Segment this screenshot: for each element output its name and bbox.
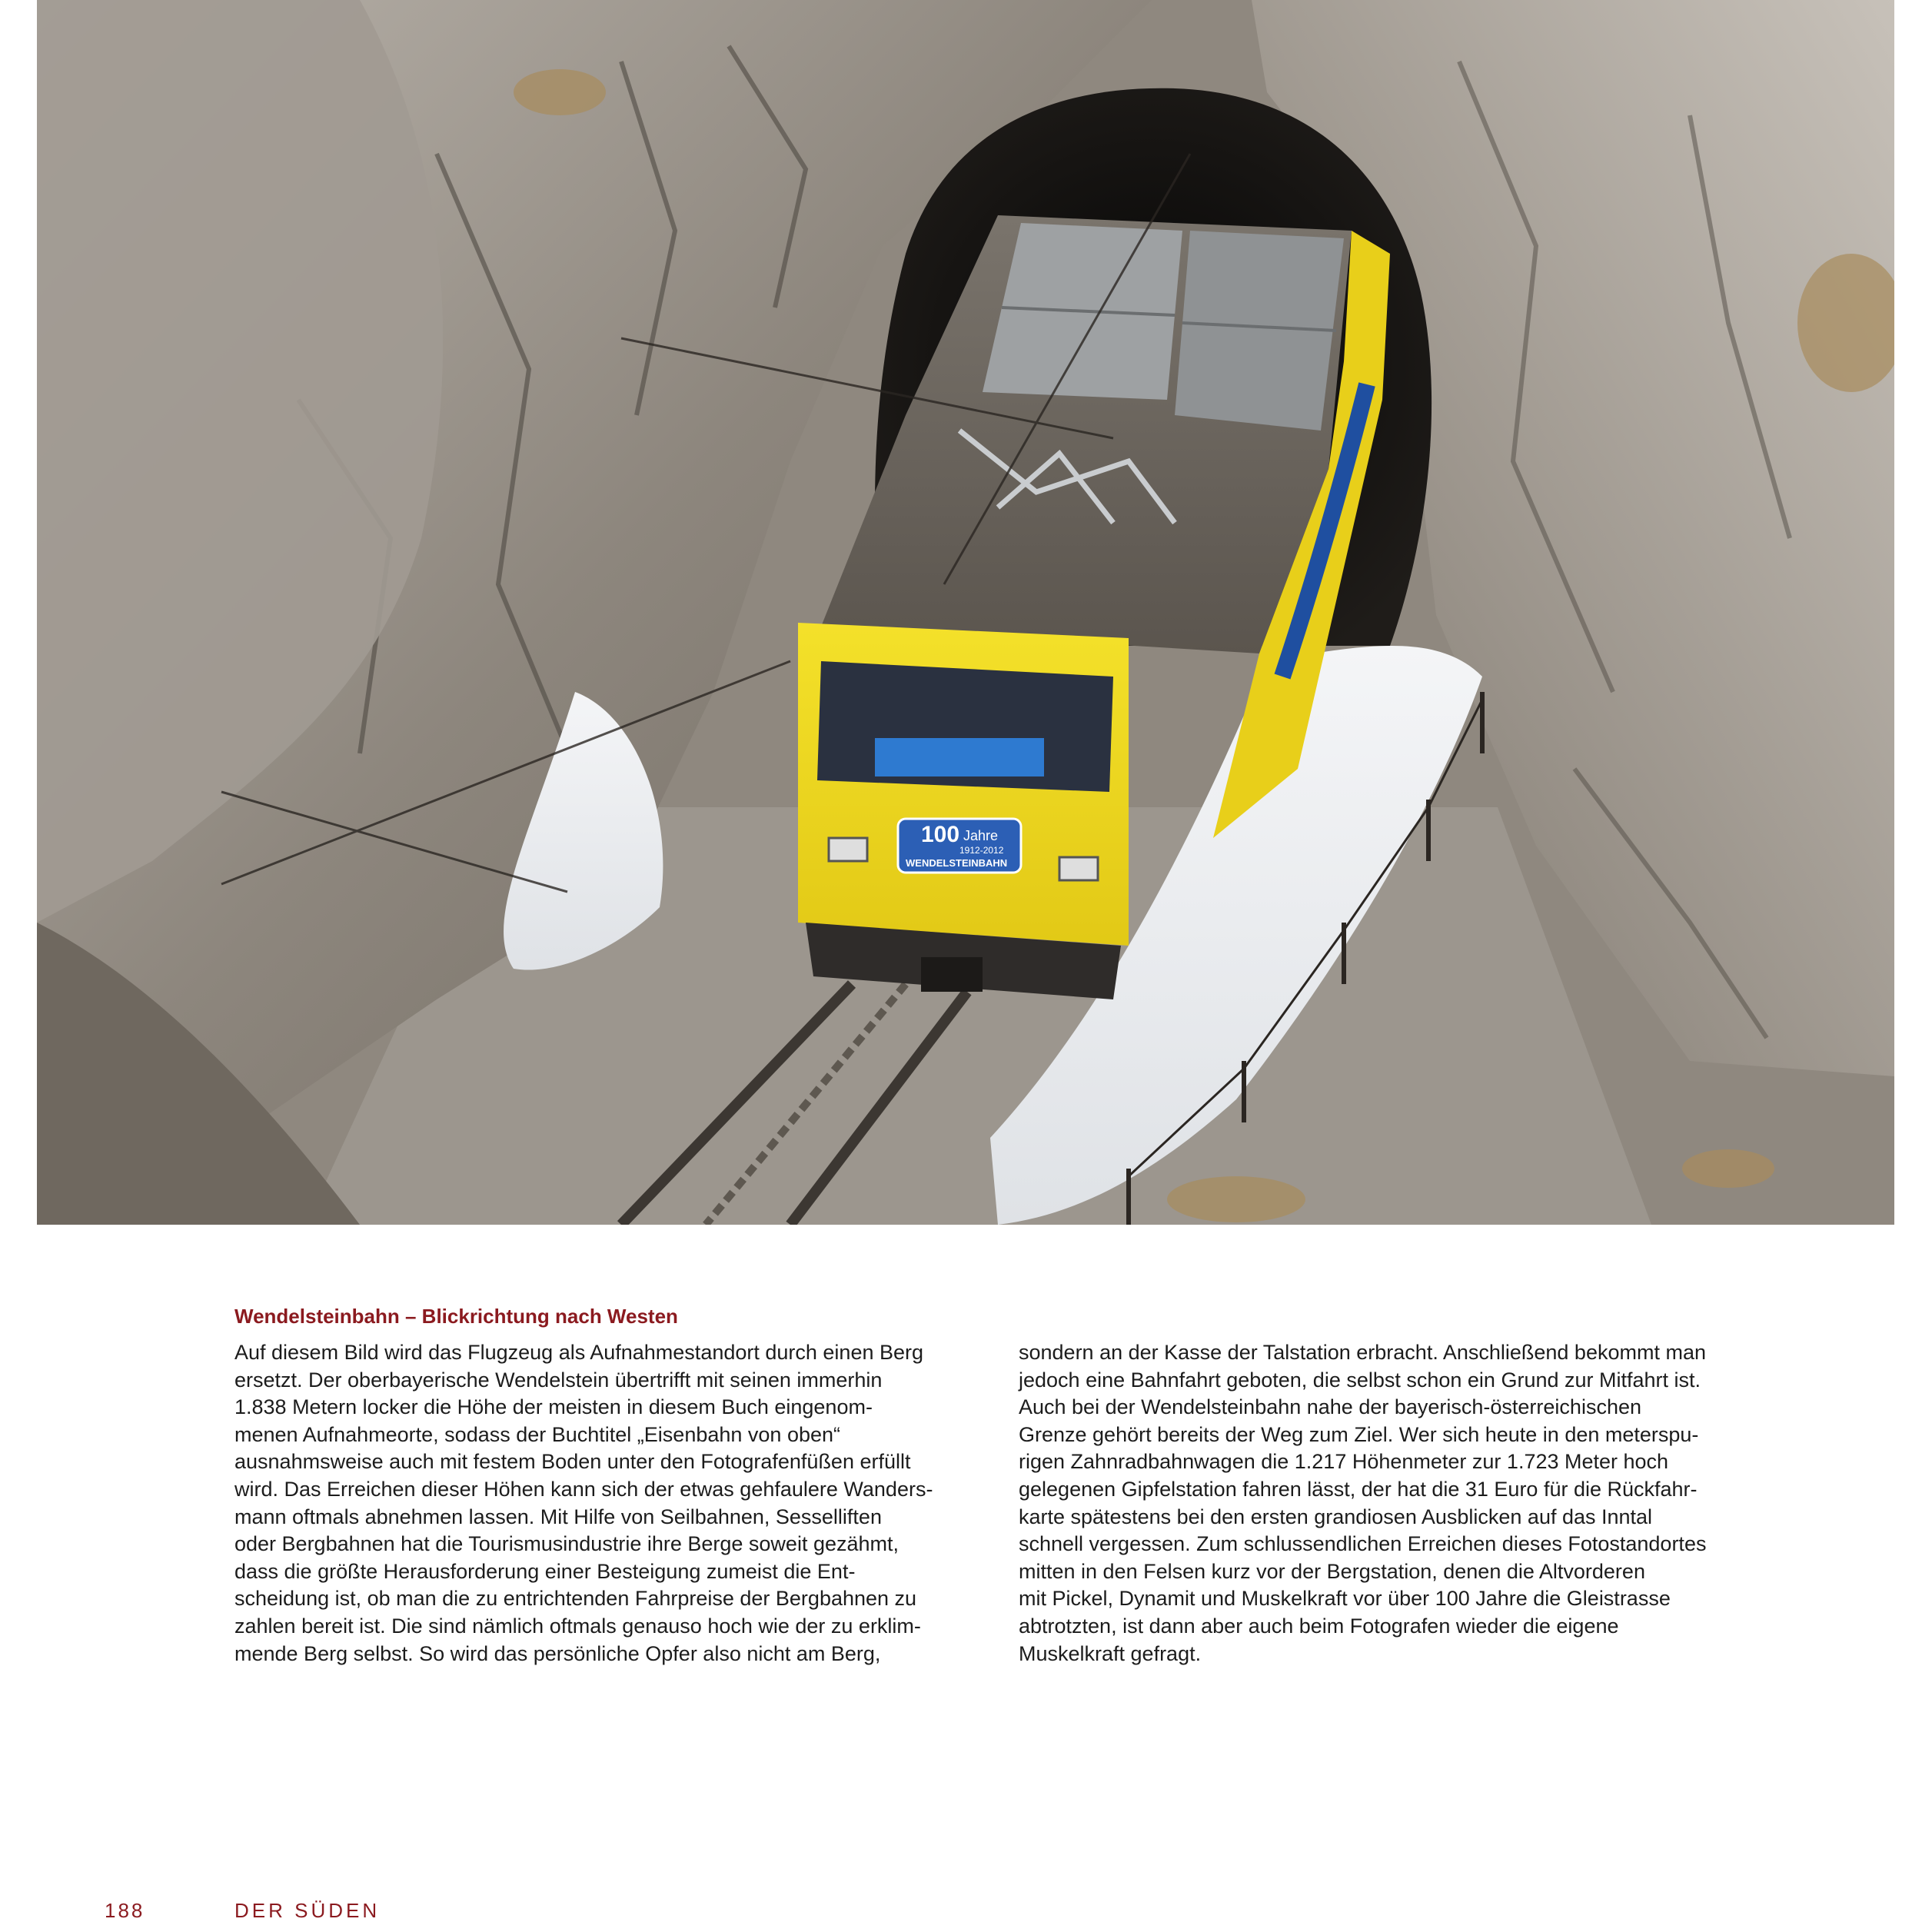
- text-line: Muskelkraft gefragt.: [1019, 1641, 1202, 1665]
- text-line: dass die größte Herausforderung einer Besteigung zumeist die Ent-: [234, 1559, 856, 1583]
- section-title: DER SÜDEN: [234, 1899, 381, 1922]
- train-photo: [37, 0, 1894, 1225]
- photo-illustration: [37, 0, 1894, 1225]
- text-line: abtrotzten, ist dann aber auch beim Fotografen wieder die eigene: [1019, 1614, 1619, 1638]
- anniversary-badge: [898, 819, 1021, 873]
- text-line: Auch bei der Wendelsteinbahn nahe der bayerisch-österreichischen: [1019, 1395, 1641, 1419]
- caption-column-right: [1019, 1339, 1749, 1668]
- caption-title: Wendelsteinbahn – Blickrichtung nach Westen: [234, 1305, 678, 1328]
- text-line: rigen Zahnradbahnwagen die 1.217 Höhenmeter zur 1.723 Meter hoch: [1019, 1450, 1669, 1474]
- text-line: mann oftmals abnehmen lassen. Mit Hilfe von Seilbahnen, Sesselliften: [234, 1505, 882, 1528]
- text-line: mit Pickel, Dynamit und Muskelkraft vor über 100 Jahre die Gleistrasse: [1019, 1587, 1671, 1611]
- text-line: Grenze gehört bereits der Weg zum Ziel. Wer sich heute in den meterspu-: [1019, 1422, 1699, 1446]
- text-line: scheidung ist, ob man die zu entrichtenden Fahrpreise der Bergbahnen zu: [234, 1587, 917, 1611]
- text-line: sondern an der Kasse der Talstation erbracht. Anschließend bekommt man: [1019, 1341, 1706, 1364]
- text-line: gelegenen Gipfelstation fahren lässt, der hat die 31 Euro für die Rückfahr-: [1019, 1477, 1698, 1501]
- text-line: Auf diesem Bild wird das Flugzeug als Aufnahmestandort durch einen Berg: [234, 1341, 924, 1364]
- badge-number: 100: [921, 822, 960, 847]
- text-line: zahlen bereit ist. Die sind nämlich oftmals genauso hoch wie der zu erklim-: [234, 1614, 921, 1638]
- badge-name: WENDELSTEINBAHN: [906, 857, 1008, 869]
- text-line: menen Aufnahmeorte, sodass der Buchtitel „Eisenbahn von oben“: [234, 1422, 840, 1446]
- text-line: ersetzt. Der oberbayerische Wendelstein übertrifft mit seinen immerhin: [234, 1368, 883, 1392]
- text-line: jedoch eine Bahnfahrt geboten, die selbst schon ein Grund zur Mitfahrt ist.: [1019, 1368, 1701, 1392]
- text-line: mende Berg selbst. So wird das persönliche Opfer also nicht am Berg,: [234, 1641, 881, 1665]
- text-line: 1.838 Metern locker die Höhe der meisten in diesem Buch eingenom-: [234, 1395, 873, 1419]
- text-line: schnell vergessen. Zum schlussendlichen Erreichen dieses Fotostandortes: [1019, 1532, 1707, 1556]
- text-line: mitten in den Felsen kurz vor der Bergstation, denen die Altvorderen: [1019, 1559, 1645, 1583]
- text-line: wird. Das Erreichen dieser Höhen kann sich der etwas gehfaulere Wanders-: [234, 1477, 933, 1501]
- caption-column-left: [234, 1339, 965, 1668]
- badge-word: Jahre: [963, 828, 999, 843]
- text-line: ausnahmsweise auch mit festem Boden unter den Fotografenfüßen erfüllt: [234, 1450, 911, 1474]
- text-line: oder Bergbahnen hat die Tourismusindustrie ihre Berge soweit gezähmt,: [234, 1532, 899, 1556]
- badge-years: 1912-2012: [959, 845, 1004, 856]
- text-line: karte spätestens bei den ersten grandiosen Ausblicken auf das Inntal: [1019, 1505, 1653, 1528]
- page-number: 188: [105, 1899, 145, 1922]
